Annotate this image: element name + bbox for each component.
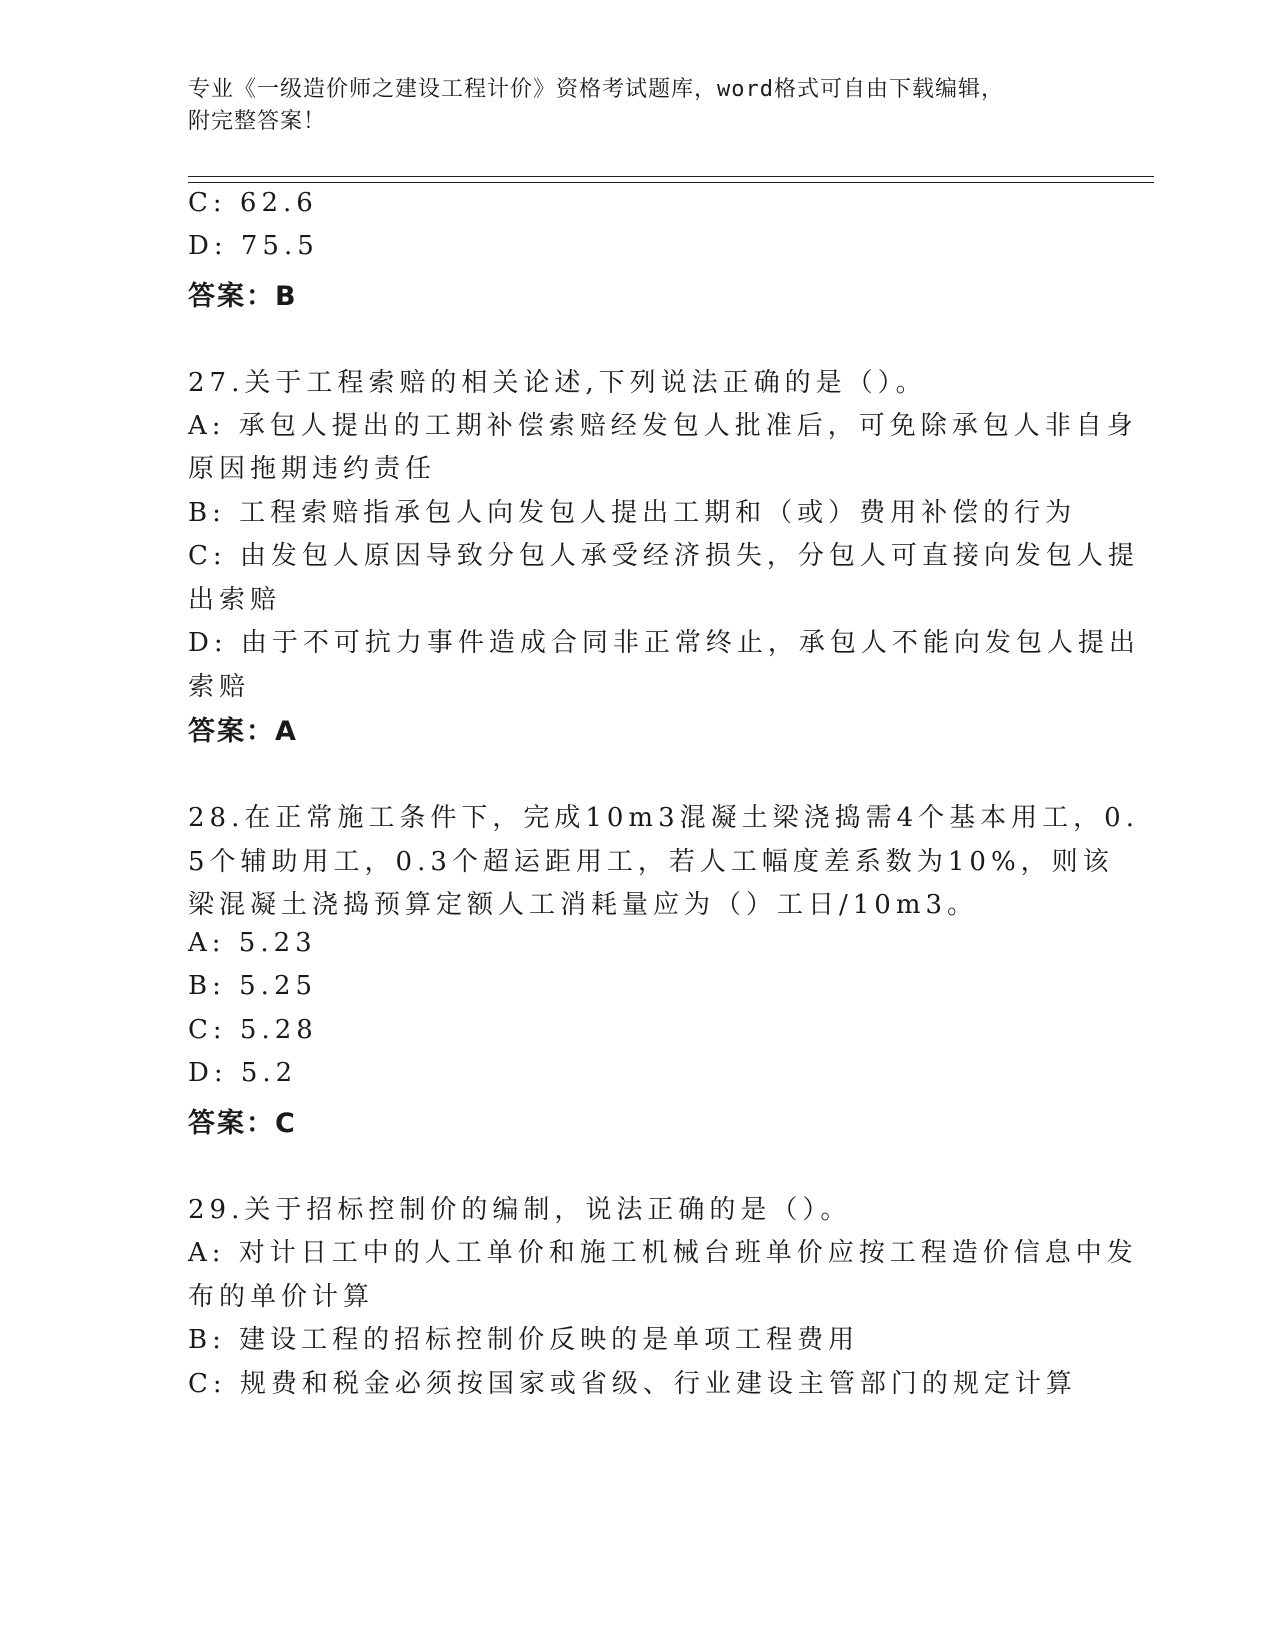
q28-option-d: D: 5.2 (188, 1058, 298, 1088)
q27-stem: 27.关于工程索赔的相关论述,下列说法正确的是（）。 (188, 368, 927, 398)
q28-stem-line2: 5个辅助用工，0.3个超运距用工，若人工幅度差系数为10%，则该 (188, 847, 1114, 877)
prev-option-d: D: 75.5 (188, 231, 319, 261)
q28-answer: 答案：C (188, 1108, 297, 1139)
q29-option-c: C: 规费和税金必须按国家或省级、行业建设主管部门的规定计算 (188, 1369, 1077, 1399)
q27-option-d-line2: 索赔 (188, 672, 251, 702)
page-header (188, 74, 1068, 138)
q28-option-a: A: 5.23 (188, 928, 317, 958)
prev-answer: 答案：B (188, 281, 298, 312)
prev-option-c: C: 62.6 (188, 188, 318, 218)
q28-stem-line1: 28.在正常施工条件下，完成10m3混凝土梁浇捣需4个基本用工，0. (188, 803, 1139, 833)
q29-stem: 29.关于招标控制价的编制，说法正确的是（）。 (188, 1195, 852, 1225)
q29-option-a-line2: 布的单价计算 (188, 1282, 375, 1312)
header-line-2: 附完整答案！ (188, 109, 327, 134)
header-rule-top (188, 176, 1154, 177)
q29-option-b: B: 建设工程的招标控制价反映的是单项工程费用 (188, 1325, 860, 1355)
header-line-1: 专业《一级造价师之建设工程计价》资格考试题库，word格式可自由下载编辑， (188, 77, 1004, 102)
q27-answer: 答案：A (188, 716, 298, 747)
header-rule-bottom (188, 182, 1154, 183)
q27-option-a-line1: A: 承包人提出的工期补偿索赔经发包人批准后，可免除承包人非自身 (188, 411, 1138, 441)
q27-option-b: B: 工程索赔指承包人向发包人提出工期和（或）费用补偿的行为 (188, 498, 1077, 528)
q27-option-c-line1: C: 由发包人原因导致分包人承受经济损失，分包人可直接向发包人提 (188, 541, 1139, 571)
q28-option-c: C: 5.28 (188, 1015, 318, 1045)
q28-stem-line3: 梁混凝土浇捣预算定额人工消耗量应为（）工日/10m3。 (188, 890, 979, 920)
q27-option-a-line2: 原因拖期违约责任 (188, 454, 437, 484)
q28-option-b: B: 5.25 (188, 971, 318, 1001)
q27-option-c-line2: 出索赔 (188, 585, 282, 615)
q29-option-a-line1: A: 对计日工中的人工单价和施工机械台班单价应按工程造价信息中发 (188, 1238, 1138, 1268)
q27-option-d-line1: D: 由于不可抗力事件造成合同非正常终止，承包人不能向发包人提出 (188, 628, 1140, 658)
